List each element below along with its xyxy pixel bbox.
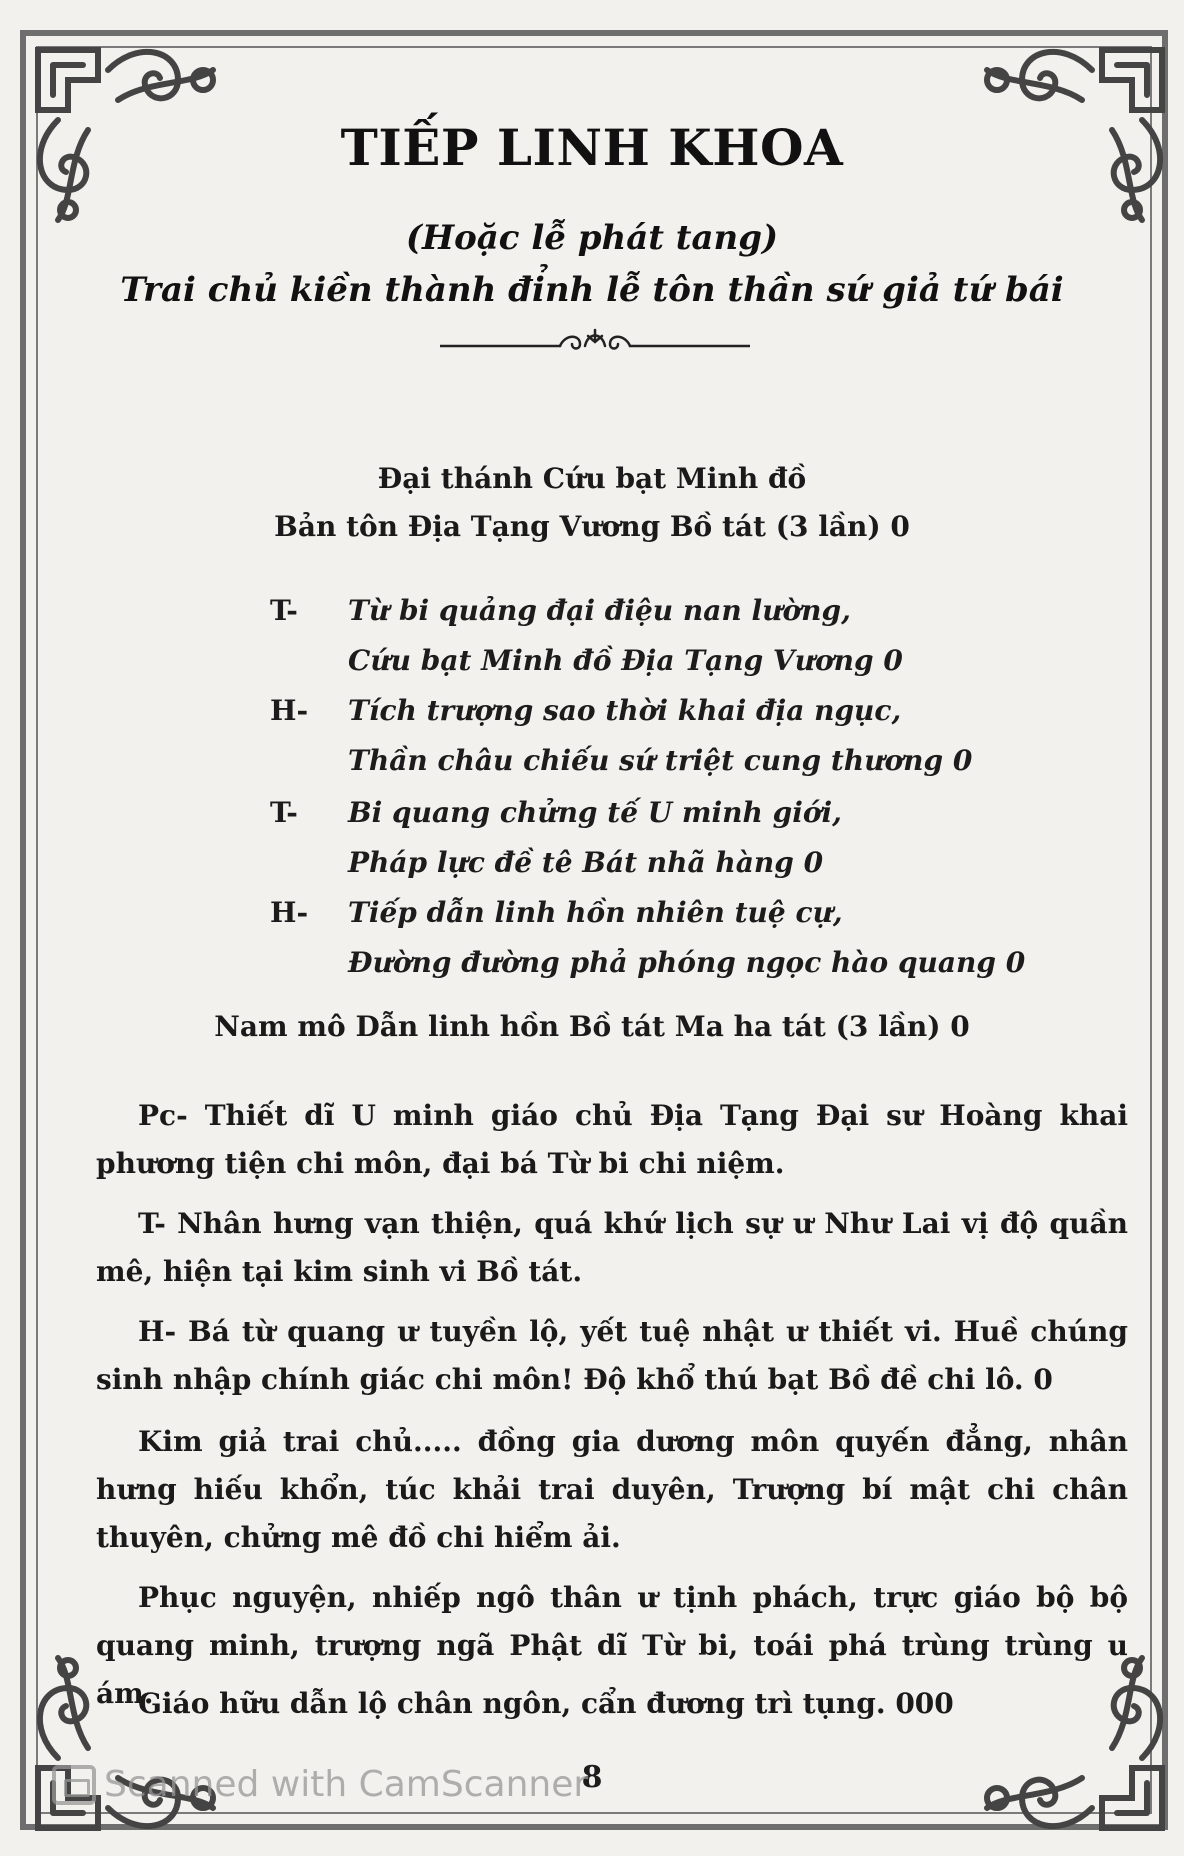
paragraph-text: H- Bá từ quang ư tuyền lộ, yết tuệ nhật ư thiết vi. Huề chúng sinh nhập chính giác chi môn! Độ khổ thú bạt Bồ đề chi lô. 0 [96, 1315, 1128, 1396]
paragraph-text: Pc- Thiết dĩ U minh giáo chủ Địa Tạng Đại sư Hoàng khai phương tiện chi môn, đại bá Từ bi chi niệm. [96, 1099, 1128, 1180]
verse-line: Tích trượng sao thời khai địa ngục, [348, 694, 902, 727]
verse-line: Từ bi quảng đại điệu nan lường, [348, 594, 851, 627]
page-number: 8 [581, 1760, 603, 1795]
paragraph [96, 1092, 1128, 1188]
paragraph-text: Kim giả trai chủ..... đồng gia dương môn quyến đẳng, nhân hưng hiếu khổn, túc khải trai duyên, Trượng bí mật chi chân thuyên, chửng mê đồ chi hiểm ải. [96, 1425, 1128, 1554]
invocation-line: Đại thánh Cứu bạt Minh đồ [377, 462, 807, 495]
verse-line: Thần châu chiếu sứ triệt cung thương 0 [348, 744, 973, 777]
page-title: TIẾP LINH KHOA [340, 118, 844, 177]
verse-marker: H- [270, 896, 309, 929]
divider-ornament-icon [440, 326, 750, 356]
paragraph-text: T- Nhân hưng vạn thiện, quá khứ lịch sự ư Như Lai vị độ quần mê, hiện tại kim sinh vi Bồ tát. [96, 1207, 1128, 1288]
verse-marker: T- [270, 796, 298, 829]
verse-line: Pháp lực đề tê Bát nhã hàng 0 [348, 846, 824, 879]
verse-line: Cứu bạt Minh đồ Địa Tạng Vương 0 [348, 644, 903, 677]
paragraph [96, 1308, 1128, 1404]
verse-line: Tiếp dẫn linh hồn nhiên tuệ cự, [348, 896, 843, 929]
camscanner-icon [52, 1765, 96, 1805]
verse-marker: H- [270, 694, 309, 727]
paragraph-text: Phục nguyện, nhiếp ngô thân ư tịnh phách, trực giáo bộ bộ quang minh, trượng ngã Phật dĩ Từ bi, toái phá trùng trùng u ám. [96, 1581, 1128, 1710]
paragraph [96, 1418, 1128, 1562]
subtitle-dedication: Trai chủ kiền thành đỉnh lễ tôn thần sứ giả tứ bái [120, 270, 1064, 310]
closing-invocation: Nam mô Dẫn linh hồn Bồ tát Ma ha tát (3 lần) 0 [214, 1010, 970, 1043]
watermark-text: Scanned with CamScanner [104, 1764, 589, 1805]
paragraph [96, 1200, 1128, 1296]
verse-line: Đường đường phả phóng ngọc hào quang 0 [348, 946, 1026, 979]
subtitle: (Hoặc lễ phát tang) [405, 218, 779, 258]
invocation-line: Bản tôn Địa Tạng Vương Bồ tát (3 lần) 0 [274, 510, 910, 543]
verse-line: Bi quang chửng tế U minh giới, [348, 796, 842, 829]
scanner-watermark [52, 1764, 588, 1805]
paragraph [96, 1680, 1128, 1728]
verse-marker: T- [270, 594, 298, 627]
paragraph-text: Giáo hữu dẫn lộ chân ngôn, cẩn đương trì tụng. 000 [138, 1687, 954, 1720]
